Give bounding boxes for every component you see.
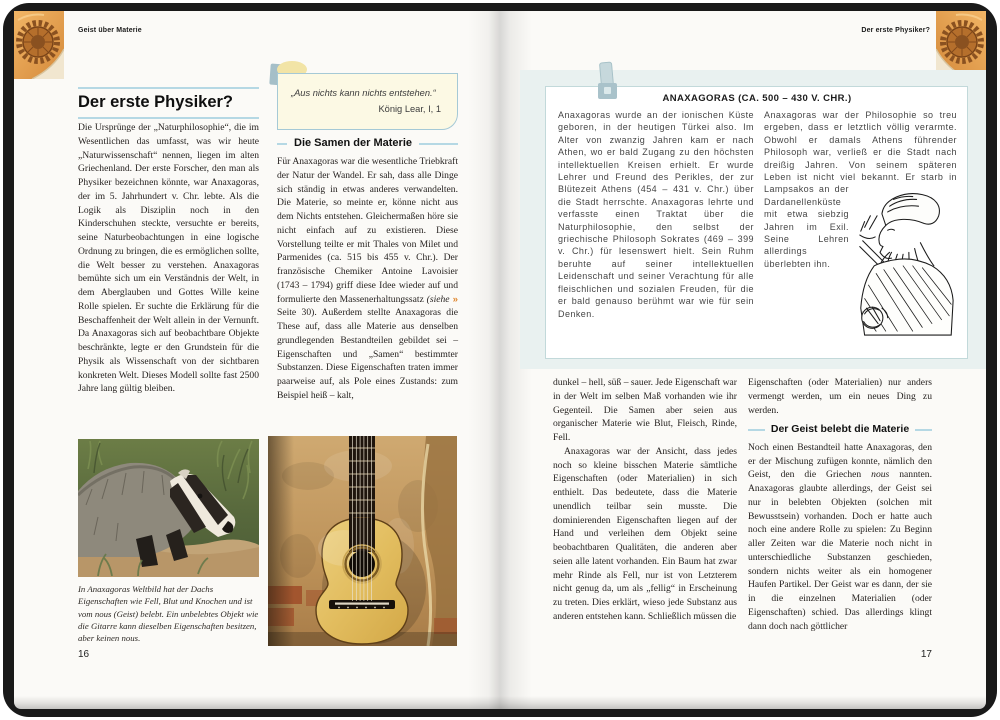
see-chevron-icon: » [449, 293, 458, 305]
chapter-title-block [78, 87, 259, 119]
info-box-col1: Anaxagoras wurde an der ionischen Küste geboren, in der heutigen Türkei also. Im Alter von zwanzig Jahren kam er nach Athen, wo er bald Zugang zu den höchsten intellektuellen Kreisen erhielt. Er wurde Lehrer und Freund des Perikles, der zur Blütezeit Athens (454 – 431 v. Chr.) über die Stadt herrschte. Anaxagoras lehrte und verfasste einen Traktat über die Naturphilosophie, den selbst der griechische Philosoph Sokrates (469 – 399 v. Chr.) für lesenswert hielt. Sein Ruhm beruhte auf seiner intellektuellen Leidenschaft und seiner Verachtung für alle fleischlichen und sozialen Freuden, für die er bald genauso berühmt war wie für sein Denken. [558, 110, 754, 319]
title-rule-bottom [78, 117, 259, 119]
page-title: Der erste Physiker? [78, 93, 234, 111]
gear-ornament-icon [14, 11, 64, 79]
running-header-left: Geist über Materie [78, 27, 142, 34]
body-col-left: dunkel – hell, süß – sauer. Jede Eigenschaft war in der Welt im selben Maß vorhanden wie ihr Gegenteil. Die Samen aber seien aus organischer Materie wie Blut, Fleisch, Rinde, Fell. Anaxagoras war der Ansicht, dass jedes noch so kleine bisschen Materie sämtliche Eigenschaften (oder Materialien) in sich enthielt. Das bedeutete, dass die Materie unendlich teilbar sein musste. Die dominierenden Eigenschaften liegen auf der Hand und verleihen dem Objekt seine beobachtbaren Qualitäten, die anderen aber seien alle latent vorhanden. Ein Baum hat zwar mehr Rinde als Fell, nur ist von Letzterem nicht genug da, um als „fellig“ in Erscheinung zu treten. Dies erklärt, wieso jede Substanz aus anderen entstehen kann. Schließlich müssen die [553, 377, 737, 622]
col-right-p1: Eigenschaften (oder Materialien) nur anders vermengt werden, um ein neues Ding zu werden. [748, 377, 932, 416]
quote-text: „Aus nichts kann nichts entstehen.“ [291, 88, 436, 98]
body-col-right [748, 376, 932, 633]
page-stack-edge [14, 696, 986, 709]
gear-ornament-icon [936, 11, 986, 79]
col-right-p2: Noch einen Bestandteil hatte Anaxagoras, den er der Mischung zufügen konnte, nämlich den Geist, den die Griechen nous nannten. Anaxagoras glaubte allerdings, der Geist sei nur in belebten Objekten (solchen mit Bewusstsein) vorhanden. Doch er hatte auch noch eine andere Rolle zu spielen: Zu Beginn aller Zeiten war die Materie noch nicht in unterschiedliche Substanzen geschieden, sondern nichts weiter als ein homogener Haufen Partikel. Der Geist war es dann, der sie in die einzelnen Materialien (oder Eigenschaften) schied. Das allerdings klingt dann doch nach göttlicher [748, 441, 932, 632]
info-box-col2: Anaxagoras war der Philosophie so treu ergeben, dass er letztlich völlig verarmte. Obwohl er damals Athens führender Philosoph war, verließ er die Stadt nach dreißig Jahren. Von seinem späteren Leben ist nicht viel bekannt. Er starb in Lampsakos an der Dardanellenküste mit etwa siebzig Jahren im Exil. Seine Lehren allerdings überlebten ihn. [764, 109, 957, 337]
info-box-title: ANAXAGORAS (CA. 500 – 430 V. CHR.) [662, 93, 852, 104]
guitar-photo [268, 436, 457, 646]
badger-photo [78, 439, 259, 577]
anaxagoras-engraving [854, 185, 957, 337]
see-reference: (siehe [426, 293, 450, 305]
section-paragraph: Für Anaxagoras war die wesentliche Triebkraft der Natur der Wandel. Er sah, dass alle Dinge sich ständig in etwas anderes verwandelten. Die Materie, so meinte er, könne nicht aus dem Nichts entstehen. Gleichermaßen höre sie nicht einfach auf zu existieren. Diese Vorstellung teilte er mit Thales von Milet und Parmenides (ca. 515 bis 455 v. Chr.). Der französische Chemiker Antoine Lavoisier (1743 – 1794) griff diese Idee wieder auf und formulierte den Massenerhaltungssatz (siehe » Seite 30). Außerdem stellte Anaxagoras die These auf, dass alle Materie aus denselben grundlegenden Bestandteilen gebildet sei – Eigenschaften und „Samen“ bestimmter Substanzen. Diese Eigenschaften traten immer paarweise auf, als Pole eines Zustands: zum Beispiel heiß – kalt, [277, 156, 458, 401]
photo-caption: In Anaxagoras Weltbild hat der Dachs Eigenschaften wie Fell, Blut und Knochen und ist vom nous (Geist) belebt. Ein unbelebtes Objekt wie die Gitarre kann dieselben Eigenschaften besitzen, aber keinen nous. [78, 584, 259, 644]
section-heading-label: Die Samen der Materie [294, 137, 412, 149]
nous-term: nous [871, 469, 890, 481]
page-number-right: 17 [920, 649, 932, 660]
running-header-right: Der erste Physiker? [861, 27, 930, 34]
subsection-heading [748, 424, 932, 435]
intro-paragraph: Die Ursprünge der „Naturphilosophie“, die im Wesentlichen das umfasst, was wir heute „Naturwissenschaft“ nennen, liegen im alten Griechenland. Der erste Forscher, den man als Physiker bezeichnen könnte, war Anaxagoras, der im 5. Jahrhundert v. Chr. lebte. Als die Logik als Disziplin noch in den Kinderschuhen steckte, versuchte er bereits, seine Naturbeobachtungen in eine logische Ordnung zu bringen, die es ermöglichen sollte, die Welt besser zu verstehen. Anaxagoras bemühte sich um ein Verständnis der Welt, in dem Aberglauben und Gottes Wille keine Rolle spielen. Er suchte die Erklärung für die Beschaffenheit der Welt allein in der Vernunft. Da Anaxagoras sich auf beobachtbare Objekte beschränkte, legte er den Grundstein für die Physik als Wissenschaft von der sichtbaren konkreten Welt. Dieses Modell sollte fast 2500 Jahre lang gültig bleiben. [78, 122, 259, 395]
quote-box [277, 73, 458, 130]
quote-source: König Lear, I, 1 [378, 104, 441, 114]
subsection-heading-label: Der Geist belebt die Materie [770, 423, 910, 436]
section-heading [277, 138, 458, 149]
page-number-left: 16 [78, 649, 90, 660]
